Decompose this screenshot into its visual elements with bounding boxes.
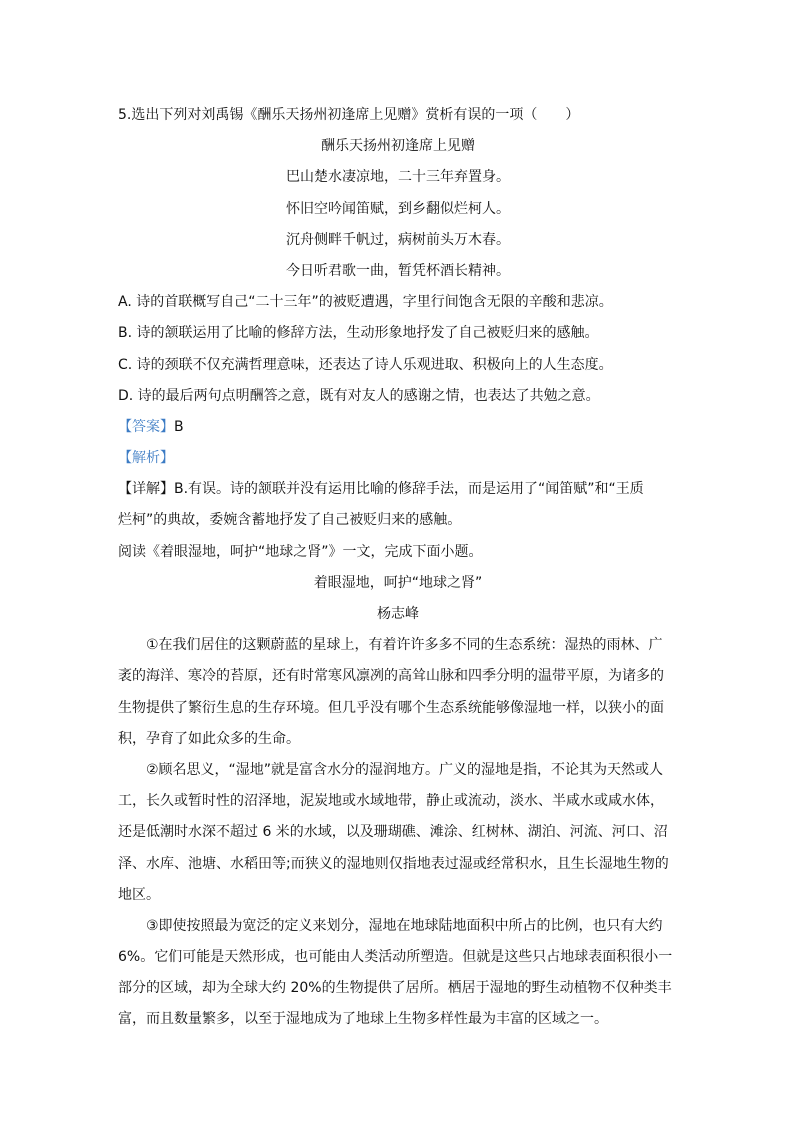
answer [118, 412, 678, 443]
article-title: 着眼湿地，呵护“地球之肾” [313, 574, 483, 591]
paragraph-line: ③即使按照最为宽泛的定义来划分，湿地在地球陆地面积中所占的比例，也只有大约 [146, 917, 663, 934]
poem-line: 怀旧空吟闻笛赋，到乡翻似烂柯人。 [286, 200, 510, 217]
detail-line [118, 474, 678, 505]
option-d: D. 诗的最后两句点明酬答之意，既有对友人的感谢之情，也表达了共勉之意。 [118, 387, 600, 404]
article-author: 杨志峰 [377, 606, 419, 622]
paragraph-line: 6%。它们可能是天然形成，也可能由人类活动所塑造。但就是这些只占地球表面积很小一 [118, 949, 673, 966]
poem-title: 酬乐天扬州初逢席上见赠 [321, 138, 475, 155]
paragraph-line: 部分的区域，却为全球大约 20%的生物提供了居所。栖居于湿地的野生动植物不仅种类丰 [118, 980, 672, 997]
detail-line: 烂柯”的典故，委婉含蓄地抒发了自己被贬归来的感触。 [118, 512, 462, 529]
paragraph-1 [118, 630, 678, 755]
document-page [118, 100, 678, 1036]
paragraph-line: 工，长久或暂时性的沼泽地，泥炭地或水域地带，静止或流动，淡水、半咸水或咸水体， [118, 793, 664, 810]
option-c: C. 诗的颈联不仅充满哲理意味，还表达了诗人乐观进取、积极向上的人生态度。 [118, 356, 613, 373]
option-a: A. 诗的首联概写自己“二十三年”的被贬遭遇，字里行间饱含无限的辛酸和悲凉。 [118, 294, 613, 311]
paragraph-line: 地区。 [118, 886, 160, 903]
paragraph-3 [118, 911, 678, 1036]
paragraph-line: 富，而且数量繁多，以至于湿地成为了地球上生物多样性最为丰富的区域之一。 [118, 1011, 608, 1028]
question-stem: 5.选出下列对刘禹锡《酬乐天扬州初逢席上见赠》赏析有误的一项（ ） [118, 107, 580, 123]
paragraph-line: 泽、水库、池塘、水稻田等;而狭义的湿地则仅指地表过湿或经常积水，且生长湿地生物的 [118, 855, 669, 872]
paragraph-line: 生物提供了繁衍生息的生存环境。但几乎没有哪个生态系统能够像湿地一样，以狭小的面 [118, 699, 664, 716]
paragraph-line: ②顾名思义，“湿地”就是富含水分的湿润地方。广义的湿地是指，不论其为天然或人 [146, 761, 664, 778]
detail-text: B.有误。诗的颔联并没有运用比喻的修辞手法，而是运用了“闻笛赋”和“王质 [174, 481, 644, 498]
reading-intro: 阅读《着眼湿地，呵护“地球之肾”》一文，完成下面小题。 [118, 543, 483, 560]
answer-value: B [174, 418, 184, 435]
poem-line: 巴山楚水凄凉地，二十三年弃置身。 [286, 169, 510, 186]
paragraph-line: 袤的海洋、寒冷的苔原，还有时常寒风凛冽的高耸山脉和四季分明的温带平原，为诸多的 [118, 668, 664, 685]
poem-line: 今日听君歌一曲，暂凭杯酒长精神。 [286, 262, 510, 279]
paragraph-line: 还是低潮时水深不超过 6 米的水域，以及珊瑚礁、滩涂、红树林、湖泊、河流、河口、沼 [118, 824, 668, 841]
option-b: B. 诗的颔联运用了比喻的修辞方法，生动形象地抒发了自己被贬归来的感触。 [118, 325, 599, 342]
paragraph-2 [118, 755, 678, 911]
answer-label: 【答案】 [118, 418, 174, 435]
detail-label: 【详解】 [118, 481, 174, 498]
paragraph-line: ①在我们居住的这颗蔚蓝的星球上，有着许许多多不同的生态系统：湿热的雨林、广 [146, 637, 663, 654]
analysis-label: 【解析】 [118, 450, 174, 467]
poem-line: 沉舟侧畔千帆过，病树前头万木春。 [286, 231, 510, 248]
paragraph-line: 积，孕育了如此众多的生命。 [118, 730, 300, 747]
